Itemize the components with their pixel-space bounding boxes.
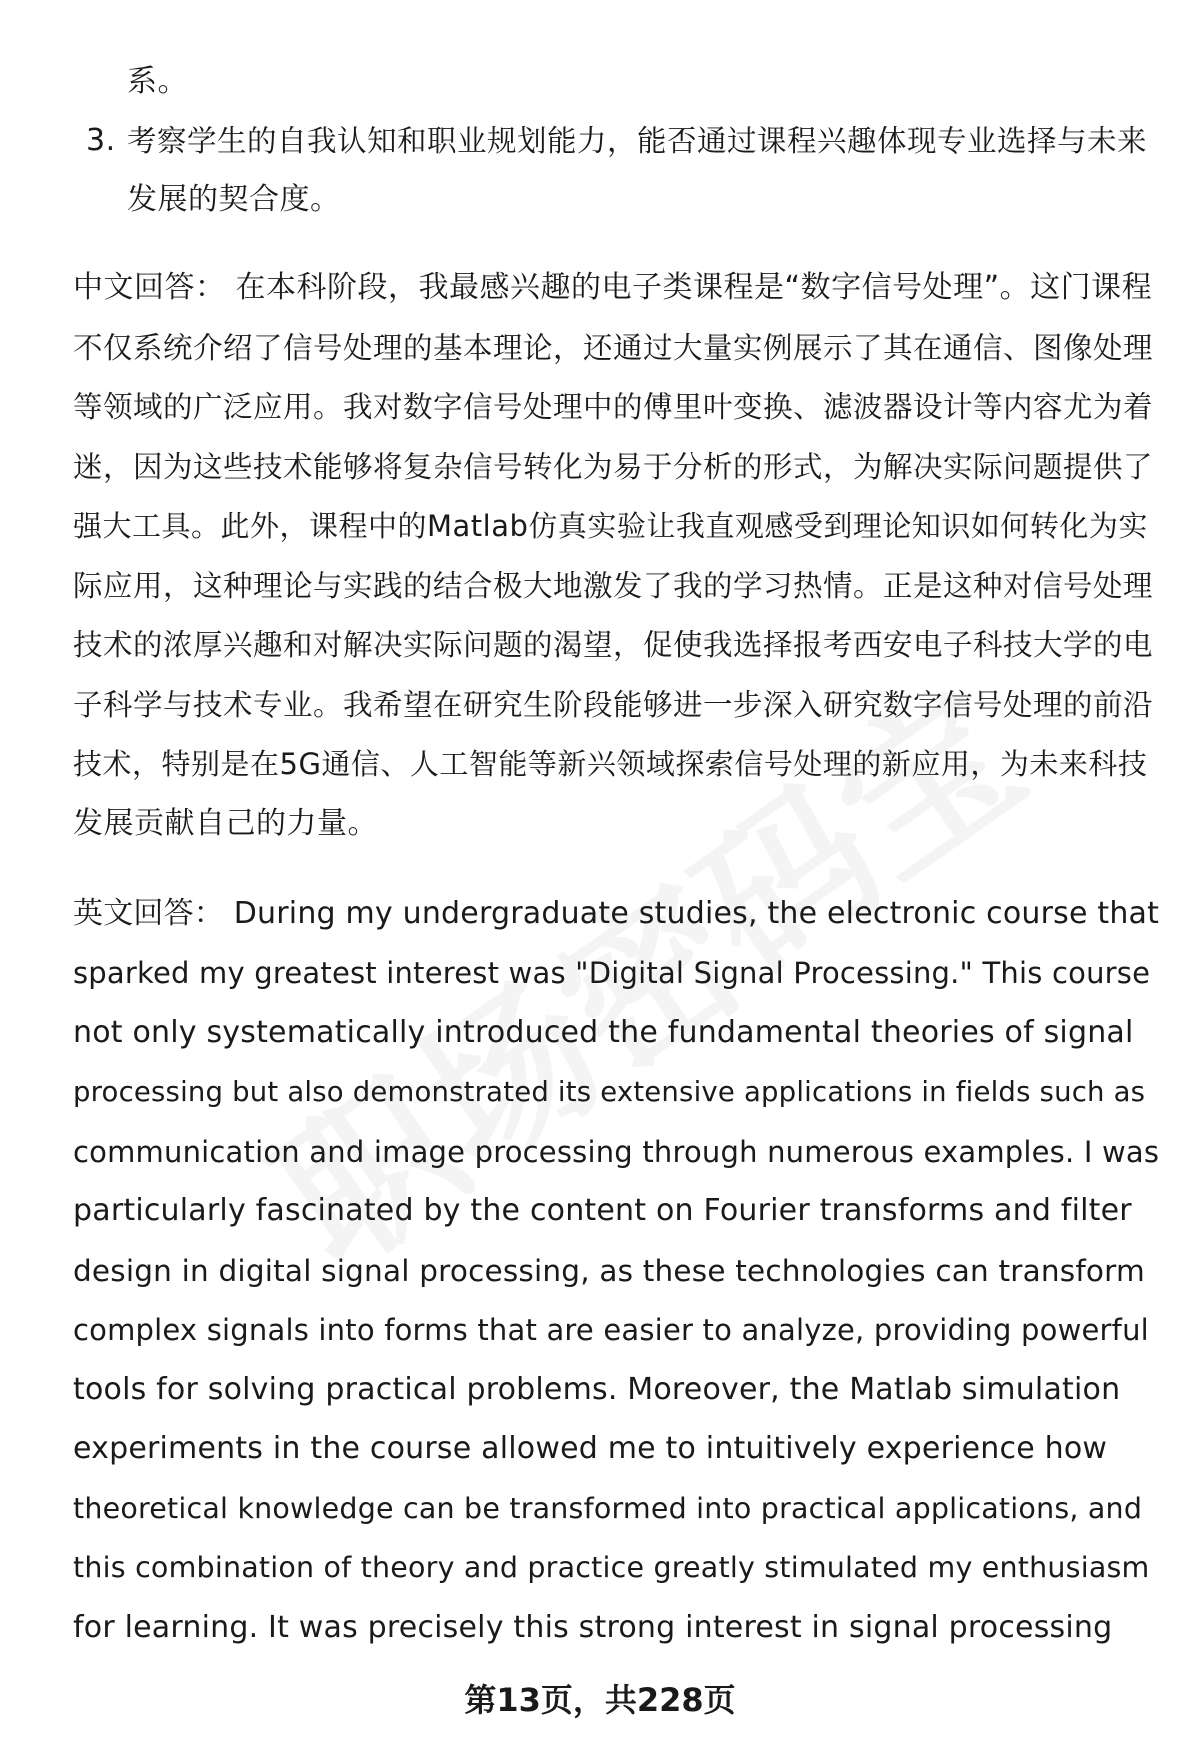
chinese-answer-line: 等领域的广泛应用。我对数字信号处理中的傅里叶变换、滤波器设计等内容尤为着 [73, 390, 1154, 424]
english-answer-line: tools for solving practical problems. Moreover, the Matlab simulation [73, 1372, 1121, 1407]
chinese-answer-line: 迷，因为这些技术能够将复杂信号转化为易于分析的形式，为解决实际问题提供了 [73, 450, 1154, 484]
english-answer-line: sparked my greatest interest was "Digital Signal Processing." This course [73, 956, 1151, 990]
english-answer-line: experiments in the course allowed me to intuitively experience how [73, 1431, 1108, 1466]
list-item-number: 3. [86, 123, 116, 158]
page-number: 第13页，共228页 [464, 1681, 736, 1719]
english-answer-line: not only systematically introduced the fundamental theories of signal [73, 1015, 1134, 1050]
chinese-answer-line: 际应用，这种理论与实践的结合极大地激发了我的学习热情。正是这种对信号处理 [73, 569, 1154, 603]
chinese-answer-line: 强大工具。此外，课程中的Matlab仿真实验让我直观感受到理论知识如何转化为实 [73, 509, 1148, 543]
english-answer-line: processing but also demonstrated its extensive applications in fields such as [73, 1076, 1146, 1108]
english-answer-line: for learning. It was precisely this strong interest in signal processing [73, 1610, 1113, 1645]
chinese-answer-line: 技术，特别是在5G通信、人工智能等新兴领域探索信号处理的新应用，为未来科技 [73, 747, 1148, 781]
english-answer-line: communication and image processing through numerous examples. I was [73, 1135, 1160, 1169]
chinese-answer-line: 中文回答： 在本科阶段，我最感兴趣的电子类课程是“数字信号处理”。这门课程 [73, 270, 1153, 305]
chinese-answer-line: 子科学与技术专业。我希望在研究生阶段能够进一步深入研究数字信号处理的前沿 [73, 688, 1154, 722]
list-item-text-line-2: 发展的契合度。 [127, 182, 341, 217]
english-answer-line: design in digital signal processing, as these technologies can transform [73, 1254, 1145, 1288]
intro-line-0: 系。 [127, 64, 188, 99]
chinese-answer-line: 不仅系统介绍了信号处理的基本理论，还通过大量实例展示了其在通信、图像处理 [73, 331, 1154, 365]
english-answer-line: particularly fascinated by the content on Fourier transforms and filter [73, 1193, 1132, 1228]
english-answer-line: theoretical knowledge can be transformed into practical applications, and [73, 1492, 1143, 1525]
english-answer-line: complex signals into forms that are easier to analyze, providing powerful [73, 1313, 1149, 1347]
chinese-answer-line: 技术的浓厚兴趣和对解决实际问题的渴望，促使我选择报考西安电子科技大学的电 [73, 628, 1154, 662]
chinese-answer-line: 发展贡献自己的力量。 [73, 806, 378, 841]
english-answer-line: 英文回答： During my undergraduate studies, the electronic course that [73, 896, 1160, 931]
english-answer-line: this combination of theory and practice greatly stimulated my enthusiasm [73, 1551, 1150, 1584]
list-item-text-line-1: 考察学生的自我认知和职业规划能力，能否通过课程兴趣体现专业选择与未来 [127, 124, 1148, 158]
